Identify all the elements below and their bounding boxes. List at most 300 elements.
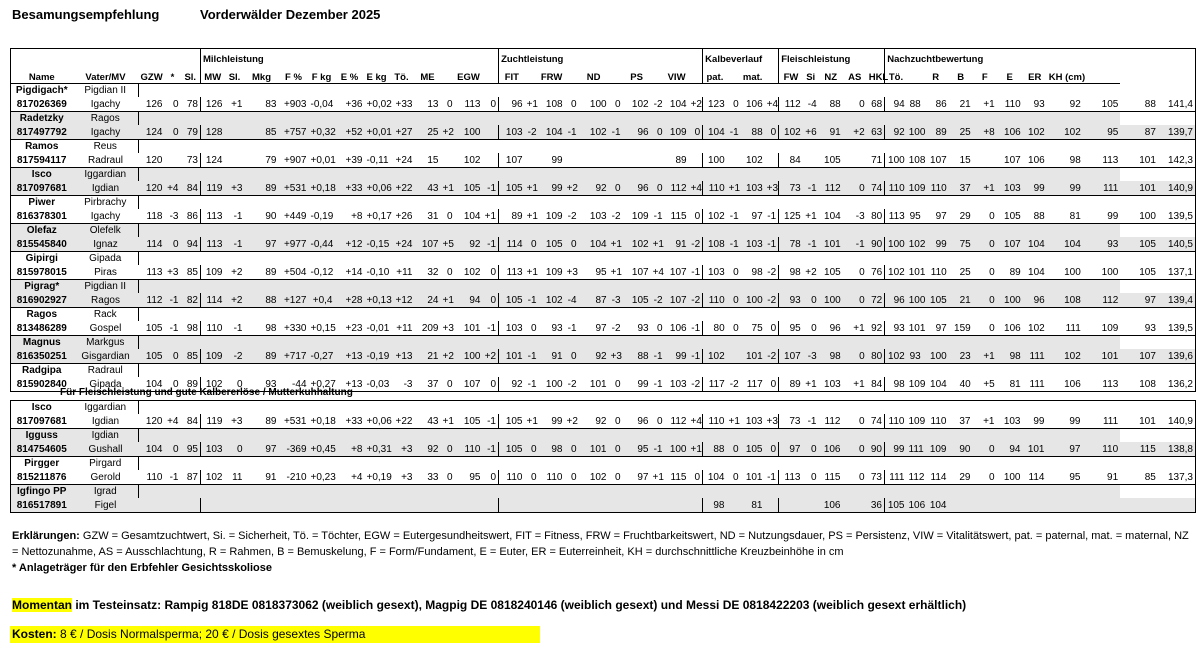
value-cell: 0 <box>609 470 623 485</box>
value-cell: 100 <box>665 442 689 457</box>
bull-vater: Markgus <box>73 336 139 350</box>
value-cell: 91 <box>819 125 843 140</box>
value-cell: +2 <box>442 350 454 362</box>
value-cell: 102 <box>703 349 727 364</box>
second-table <box>10 400 1196 513</box>
value-cell <box>665 498 689 513</box>
value-cell: 103 <box>579 209 609 224</box>
value-cell: 0 <box>651 181 665 196</box>
value-cell: 43 <box>415 181 441 196</box>
value-cell: 110 <box>923 181 949 196</box>
value-cell: 105 <box>455 181 483 196</box>
value-cell: 97 <box>579 321 609 336</box>
value-cell: 81 <box>741 498 765 513</box>
value-cell <box>1120 498 1158 513</box>
kosten-text: 8 € / Dosis Normalsperma; 20 € / Dosis gesextes Sperma <box>56 627 366 641</box>
value-cell: +28 <box>335 293 365 308</box>
value-cell: 102 <box>539 293 565 308</box>
value-cell: 111 <box>908 443 924 455</box>
value-cell: 110 <box>923 414 949 429</box>
value-cell: +11 <box>389 321 415 336</box>
bull-vater: Olefelk <box>73 224 139 238</box>
bull-mv: Gushall <box>73 442 139 457</box>
value-cell: +0,31 <box>366 443 392 455</box>
value-cell: 88 <box>245 293 279 308</box>
value-cell: +6 <box>803 125 819 140</box>
col-header <box>727 65 741 84</box>
value-cell: -1 <box>565 125 579 140</box>
value-cell: 100 <box>885 153 907 168</box>
value-cell: +903 <box>279 97 309 112</box>
value-cell <box>1158 498 1196 513</box>
col-header: Tö. <box>389 65 415 84</box>
value-cell <box>727 498 741 513</box>
value-cell: 106 <box>819 498 843 513</box>
value-cell: 88 <box>1120 97 1158 112</box>
value-cell: 110 <box>455 442 483 457</box>
value-cell: 0 <box>973 293 997 308</box>
value-cell <box>181 498 201 513</box>
value-cell: 0 <box>973 265 997 280</box>
value-cell: 0 <box>441 209 455 224</box>
value-cell: 81 <box>997 377 1023 392</box>
value-cell: 85 <box>245 125 279 140</box>
table-row <box>11 401 1196 415</box>
value-cell: 101 <box>455 321 483 336</box>
bull-name: Piwer <box>28 197 56 208</box>
value-cell: 103 <box>703 265 727 280</box>
value-cell: +39 <box>335 153 365 168</box>
value-cell: 0 <box>565 97 579 112</box>
value-cell: 37 <box>949 414 973 429</box>
bull-id: 815211876 <box>11 470 73 485</box>
value-cell: 139,4 <box>1158 293 1196 308</box>
col-header: F <box>973 65 997 84</box>
value-cell: 113 <box>455 97 483 112</box>
value-cell: 0 <box>727 321 741 336</box>
value-cell: 85 <box>181 349 201 364</box>
value-cell: 95 <box>1083 125 1121 140</box>
value-cell: 0 <box>525 237 539 252</box>
value-cell: +0,23 <box>310 471 336 483</box>
value-cell: -1 <box>609 125 623 140</box>
value-cell: 75 <box>949 237 973 252</box>
group-nachzucht: Nachzuchtbewertung <box>885 49 1083 66</box>
value-cell: 115 <box>665 209 689 224</box>
value-cell: 89 <box>665 153 689 168</box>
col-header: GZW <box>139 65 165 84</box>
column-header-row <box>11 65 1196 84</box>
bull-vater: Pigdian II <box>84 85 127 96</box>
value-cell: +0,17 <box>366 210 392 222</box>
col-header: E % <box>335 65 365 84</box>
value-cell: +2 <box>843 125 867 140</box>
value-cell: 25 <box>949 125 973 140</box>
value-cell: 98 <box>245 321 279 336</box>
value-cell: 91 <box>665 237 689 252</box>
value-cell: 109 <box>623 209 651 224</box>
legend-text: GZW = Gesamtzuchtwert, Si. = Sicherheit, Tö. = Töchter, EGW = Eutergesundheitswert, FIT = Fitness, FRW = Fruchtbarkeitswert, ND = Nutzungsdauer, PS = Persistenz, VIW = Vitalitätswert, pat. = paternal, mat. = maternal, NZ = Nettozunahme, AS = Ausschlachtung, R = Rahmen, B = Bemuskelung, F = Form/Fundament, E = Euter, ER = Euterreinheit, KH = durchschnittliche Kreuzbeinhöhe in cm <box>12 530 1189 558</box>
value-cell: -2 <box>225 349 245 364</box>
value-cell: -2 <box>565 209 579 224</box>
value-cell: 105 <box>499 293 525 308</box>
value-cell: 0 <box>165 97 181 112</box>
value-cell: 111 <box>1023 377 1047 392</box>
value-cell: 0 <box>651 414 665 429</box>
value-cell: 0 <box>973 321 997 336</box>
value-cell <box>803 153 819 168</box>
value-cell: 110 <box>499 470 525 485</box>
value-cell: +0,32 <box>310 126 336 138</box>
value-cell: 0 <box>843 414 867 429</box>
bull-vater: Igdian <box>73 429 139 443</box>
value-cell: 88 <box>623 349 651 364</box>
value-cell: 100 <box>579 97 609 112</box>
table-row <box>11 181 1196 196</box>
value-cell: -1 <box>525 293 539 308</box>
value-cell: 95 <box>579 265 609 280</box>
table-row <box>11 364 1196 378</box>
value-cell: 102 <box>885 265 907 280</box>
col-header <box>441 65 455 84</box>
col-header: FRW <box>539 65 565 84</box>
bull-id: 815545840 <box>11 237 73 252</box>
value-cell: 93 <box>245 377 279 392</box>
bull-id: 817097681 <box>11 414 73 429</box>
value-cell <box>843 498 867 513</box>
value-cell: 84 <box>867 377 885 392</box>
value-cell: 32 <box>415 265 441 280</box>
value-cell: -1 <box>765 470 779 485</box>
value-cell: 0 <box>765 125 779 140</box>
value-cell: 107 <box>665 293 689 308</box>
value-cell: 113 <box>1083 153 1121 168</box>
bull-mv: Gisgardian <box>73 349 139 364</box>
value-cell: -2 <box>609 321 623 336</box>
value-cell: 37 <box>949 181 973 196</box>
value-cell: 37 <box>415 377 441 392</box>
value-cell: -1 <box>803 414 819 429</box>
value-cell <box>727 153 741 168</box>
value-cell: -1 <box>843 237 867 252</box>
value-cell: 119 <box>201 414 225 429</box>
value-cell: 25 <box>949 265 973 280</box>
value-cell: 110 <box>997 97 1023 112</box>
value-cell: 139,5 <box>1158 321 1196 336</box>
value-cell <box>579 153 609 168</box>
value-cell: -1 <box>765 237 779 252</box>
table-row <box>11 140 1196 154</box>
value-cell: +2 <box>690 98 702 110</box>
value-cell: 115 <box>1120 442 1158 457</box>
value-cell: 107 <box>1120 349 1158 364</box>
value-cell: +36 <box>335 97 365 112</box>
value-cell: 101 <box>1120 181 1158 196</box>
value-cell: -1 <box>165 470 181 485</box>
value-cell: 113 <box>201 237 225 252</box>
value-cell: -1 <box>483 414 499 429</box>
value-cell: 72 <box>867 293 885 308</box>
value-cell: -3 <box>165 209 181 224</box>
value-cell: -0,04 <box>310 98 334 110</box>
value-cell: +1 <box>442 415 454 427</box>
value-cell: 90 <box>867 442 885 457</box>
value-cell: +757 <box>279 125 309 140</box>
value-cell: -1 <box>483 237 499 252</box>
value-cell: 101 <box>579 377 609 392</box>
value-cell: 89 <box>779 377 803 392</box>
value-cell: -3 <box>843 209 867 224</box>
value-cell: 106 <box>997 125 1023 140</box>
value-cell: 0 <box>483 470 499 485</box>
bull-name: Pirgger <box>24 458 60 469</box>
value-cell: +1 <box>843 377 867 392</box>
value-cell: 63 <box>867 125 885 140</box>
value-cell: +0,06 <box>366 182 392 194</box>
value-cell: 101 <box>499 349 525 364</box>
value-cell <box>843 153 867 168</box>
value-cell: 102 <box>623 237 651 252</box>
value-cell: 0 <box>165 349 181 364</box>
value-cell: 84 <box>181 414 201 429</box>
value-cell: 0 <box>727 470 741 485</box>
value-cell: +4 <box>165 414 181 429</box>
value-cell <box>309 498 335 513</box>
value-cell <box>201 498 225 513</box>
value-cell <box>279 498 309 513</box>
value-cell: 0 <box>165 237 181 252</box>
value-cell: 98 <box>539 442 565 457</box>
value-cell: 102 <box>455 153 483 168</box>
value-cell: -0,27 <box>310 350 334 362</box>
value-cell: 110 <box>885 414 907 429</box>
value-cell: 0 <box>565 349 579 364</box>
value-cell: 78 <box>779 237 803 252</box>
value-cell: 100 <box>1120 209 1158 224</box>
value-cell: 11 <box>225 470 245 485</box>
value-cell: 97 <box>1120 293 1158 308</box>
col-header: ME <box>415 65 441 84</box>
value-cell: 138,8 <box>1158 442 1196 457</box>
table-row <box>11 470 1196 485</box>
value-cell: 110 <box>201 321 225 336</box>
value-cell: +2 <box>566 182 578 194</box>
bull-id: 816378301 <box>11 209 73 224</box>
section-title: Für Fleischleistung und gute Kalbererlöse / Mutterkuhhaltung <box>60 387 353 398</box>
col-header <box>609 65 623 84</box>
value-cell: 106 <box>819 442 843 457</box>
bull-mv: Igdian <box>73 181 139 196</box>
value-cell: 97 <box>741 209 765 224</box>
table-row <box>11 153 1196 168</box>
value-cell: 100 <box>455 349 483 364</box>
value-cell: 111 <box>1083 414 1121 429</box>
value-cell: 100 <box>819 293 843 308</box>
value-cell: 106 <box>741 97 765 112</box>
value-cell: 96 <box>499 97 525 112</box>
value-cell: 104 <box>1047 237 1083 252</box>
bull-vater: Pirgard <box>89 458 122 469</box>
value-cell: 100 <box>908 126 926 138</box>
value-cell: 112 <box>139 293 165 308</box>
value-cell: +1 <box>442 294 454 306</box>
main-table <box>10 48 1196 392</box>
col-header: pat. <box>703 65 727 84</box>
bull-mv: Figel <box>73 498 139 513</box>
value-cell: 0 <box>803 442 819 457</box>
value-cell: +12 <box>389 293 415 308</box>
bull-mv: Igdian <box>73 414 139 429</box>
value-cell: -0,01 <box>366 322 390 334</box>
bull-vater: Pirbrachy <box>84 197 127 208</box>
bull-name: Magnus <box>11 336 73 350</box>
value-cell: -1 <box>727 125 741 140</box>
value-cell: 102 <box>703 209 727 224</box>
value-cell: 105 <box>539 237 565 252</box>
value-cell: -2 <box>651 293 665 308</box>
value-cell: 125 <box>779 209 803 224</box>
value-cell: 0 <box>843 442 867 457</box>
value-cell: +13 <box>389 349 415 364</box>
value-cell: 114 <box>499 237 525 252</box>
value-cell: +1 <box>728 182 741 194</box>
value-cell: 0 <box>525 442 539 457</box>
value-cell: 110 <box>923 265 949 280</box>
value-cell: 0 <box>727 293 741 308</box>
value-cell <box>483 125 499 140</box>
value-cell: 112 <box>665 181 689 196</box>
value-cell: 71 <box>867 153 885 168</box>
value-cell: +2 <box>483 349 499 364</box>
value-cell: 112 <box>1083 293 1121 308</box>
value-cell: +3 <box>389 442 415 457</box>
value-cell: 0 <box>525 470 539 485</box>
value-cell: 110 <box>885 181 907 196</box>
value-cell: 107 <box>455 377 483 392</box>
value-cell: 0 <box>483 97 499 112</box>
value-cell: +1 <box>526 266 538 278</box>
value-cell: +4 <box>335 470 365 485</box>
value-cell: 89 <box>245 181 279 196</box>
value-cell: 88 <box>1023 209 1047 224</box>
value-cell: 0 <box>843 293 867 308</box>
value-cell <box>779 498 803 513</box>
value-cell: -0,44 <box>310 238 334 250</box>
col-header: FW <box>779 65 803 84</box>
value-cell: 106 <box>665 321 689 336</box>
value-cell: +8 <box>335 209 365 224</box>
value-cell: 99 <box>539 181 565 196</box>
value-cell: 99 <box>539 414 565 429</box>
value-cell: 0 <box>651 125 665 140</box>
value-cell: 0 <box>165 377 181 392</box>
value-cell <box>335 498 365 513</box>
value-cell: 0 <box>689 125 703 140</box>
value-cell: -2 <box>689 293 703 308</box>
table-row <box>11 237 1196 252</box>
value-cell: -1 <box>225 237 245 252</box>
value-cell: 93 <box>907 349 923 364</box>
value-cell: -1 <box>689 349 703 364</box>
value-cell: 111 <box>885 470 907 485</box>
value-cell: 33 <box>415 470 441 485</box>
value-cell: 108 <box>539 97 565 112</box>
value-cell: 87 <box>181 470 201 485</box>
bull-name: Isco <box>31 402 52 413</box>
value-cell: +0,01 <box>366 126 392 138</box>
value-cell: 0 <box>441 265 455 280</box>
value-cell: +12 <box>335 237 365 252</box>
col-header: Si <box>803 65 819 84</box>
value-cell: 111 <box>1047 321 1083 336</box>
value-cell: 0 <box>843 470 867 485</box>
value-cell: 104 <box>139 377 165 392</box>
value-cell: 89 <box>245 414 279 429</box>
value-cell: 99 <box>1047 181 1083 196</box>
value-cell: +1 <box>442 182 454 194</box>
value-cell: +449 <box>279 209 309 224</box>
value-cell: 139,7 <box>1158 125 1196 140</box>
value-cell: 112 <box>665 414 689 429</box>
bull-vater: Igrad <box>73 485 139 499</box>
value-cell: +3 <box>165 265 181 280</box>
value-cell: 137,1 <box>1158 265 1196 280</box>
value-cell: +977 <box>279 237 309 252</box>
col-header: B <box>949 65 973 84</box>
value-cell: +1 <box>526 98 538 110</box>
value-cell: +4 <box>766 98 779 110</box>
value-cell: 106 <box>1047 377 1083 392</box>
value-cell: 101 <box>908 266 926 278</box>
value-cell: 21 <box>415 349 441 364</box>
bull-id: 816350251 <box>11 349 73 364</box>
col-header: F kg <box>309 65 335 84</box>
value-cell: 68 <box>867 97 885 112</box>
value-cell: -2 <box>765 293 779 308</box>
value-cell: 100 <box>997 470 1023 485</box>
value-cell: 115 <box>665 470 689 485</box>
kosten-label: Kosten: <box>12 627 57 641</box>
value-cell <box>441 498 455 513</box>
value-cell: 112 <box>908 471 925 483</box>
value-cell: 99 <box>1023 414 1047 429</box>
value-cell: +33 <box>335 414 365 429</box>
value-cell: -2 <box>565 377 579 392</box>
value-cell: -1 <box>727 237 741 252</box>
value-cell: 102 <box>741 153 765 168</box>
kosten-box <box>10 626 540 643</box>
value-cell: 101 <box>741 349 765 364</box>
value-cell: 105 <box>923 293 949 308</box>
table-row <box>11 209 1196 224</box>
value-cell: 88 <box>907 97 923 112</box>
value-cell: 29 <box>949 470 973 485</box>
value-cell <box>565 498 579 513</box>
bull-id: 816517891 <box>11 498 73 513</box>
value-cell: -2 <box>689 377 703 392</box>
value-cell: 0 <box>843 181 867 196</box>
value-cell: 104 <box>665 97 689 112</box>
value-cell: 104 <box>703 470 727 485</box>
value-cell: -2 <box>651 97 665 112</box>
value-cell: 74 <box>867 181 885 196</box>
bull-name: Ramos <box>25 141 59 152</box>
value-cell: 104 <box>139 442 165 457</box>
value-cell: 95 <box>623 442 651 457</box>
value-cell: +3 <box>766 415 778 427</box>
value-cell: 98 <box>819 349 843 364</box>
value-cell: 93 <box>1120 321 1158 336</box>
